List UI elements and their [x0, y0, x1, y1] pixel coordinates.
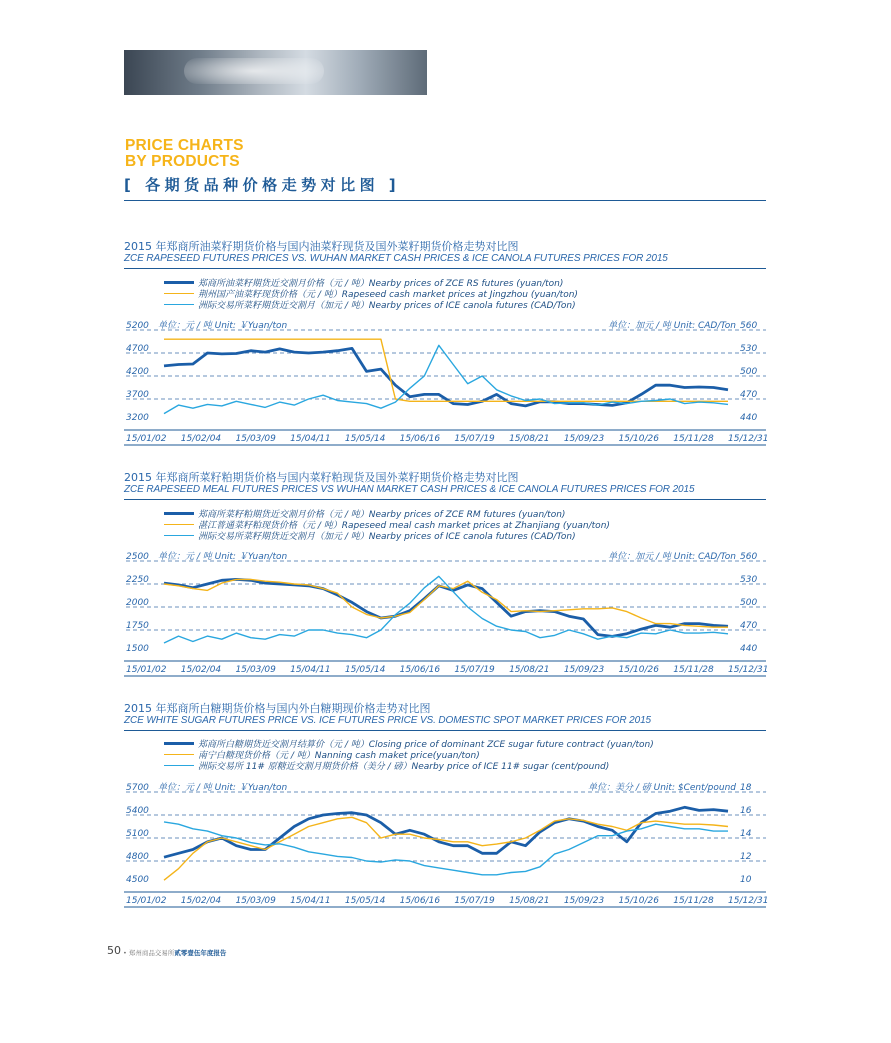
right-unit-label: 单位：美分 / 磅 Unit: $Cent/pound [588, 783, 736, 793]
x-tick-label: 15/05/14 [344, 896, 386, 906]
series-line-zce [164, 348, 728, 406]
series-line-ice [164, 576, 728, 643]
legend-swatch [164, 535, 194, 536]
x-tick-label: 15/11/28 [673, 896, 714, 906]
legend-label: 洲际交易所 11# 原糖近交割月期货价格（美分 / 磅）Nearby price of ICE 11# sugar (cent/pound) [198, 762, 610, 772]
legend-label: 郑商所油菜籽期货近交割月价格（元 / 吨）Nearby prices of ZCE RS futures (yuan/ton) [198, 279, 564, 289]
y-right-tick-label: 16 [740, 806, 752, 816]
legend-label: 湛江普通菜籽粕现货价格（元 / 吨）Rapeseed meal cash market prices at Zhanjiang (yuan/ton) [198, 521, 610, 531]
x-tick-label: 15/02/04 [180, 665, 222, 675]
y-right-tick-label: 530 [740, 575, 758, 585]
x-tick-label: 15/07/19 [454, 434, 495, 444]
x-tick-label: 15/05/14 [344, 665, 386, 675]
x-tick-label: 15/05/14 [344, 434, 386, 444]
chart3-title-cn: 2015 年郑商所白糖期货价格与国内外白糖期现价格走势对比图 [124, 702, 431, 715]
left-unit-label: 单位：元 / 吨 Unit: ￥Yuan/ton [158, 783, 288, 793]
chart2-legend [164, 508, 610, 541]
legend-swatch [164, 512, 194, 515]
legend-label: 郑商所菜籽粕期货近交割月价格（元 / 吨）Nearby prices of ZCE RM futures (yuan/ton) [198, 510, 566, 520]
left-unit-label: 单位：元 / 吨 Unit: ￥Yuan/ton [158, 321, 288, 331]
chart2-title-en: ZCE RAPESEED MEAL FUTURES PRICES VS WUHAN MARKET CASH PRICES & ICE CANOLA FUTURES PRICES FOR 2015 [124, 484, 695, 495]
y-right-tick-label: 470 [740, 390, 758, 400]
y-left-tick-label: 2000 [126, 598, 149, 608]
y-right-tick-label: 18 [740, 783, 752, 793]
legend-swatch [164, 742, 194, 745]
series-line-zce [164, 579, 728, 636]
legend-swatch [164, 281, 194, 284]
x-tick-label: 15/04/11 [290, 665, 331, 675]
y-left-tick-label: 5100 [126, 829, 149, 839]
y-right-tick-label: 440 [740, 644, 758, 654]
legend-swatch [164, 754, 194, 755]
chart1-legend [164, 277, 578, 310]
y-left-tick-label: 5400 [126, 806, 149, 816]
y-right-tick-label: 440 [740, 413, 758, 423]
legend-swatch [164, 293, 194, 294]
chart1-title-cn: 2015 年郑商所油菜籽期货价格与国内油菜籽现货及国外菜籽期货价格走势对比图 [124, 240, 519, 253]
header-photo [124, 50, 427, 95]
x-tick-label: 15/02/04 [180, 896, 222, 906]
x-tick-label: 15/07/19 [454, 665, 495, 675]
y-left-tick-label: 4700 [126, 344, 149, 354]
x-tick-label: 15/10/26 [618, 434, 659, 444]
x-tick-label: 15/07/19 [454, 896, 495, 906]
header-divider [124, 200, 766, 201]
chart1-title-en: ZCE RAPESEED FUTURES PRICES VS. WUHAN MARKET CASH PRICES & ICE CANOLA FUTURES PRICES FOR 2015 [124, 253, 668, 264]
y-right-tick-label: 500 [740, 598, 758, 608]
x-tick-label: 15/10/26 [618, 896, 659, 906]
legend-label: 荆州国产油菜籽现货价格（元 / 吨）Rapeseed cash market prices at Jingzhou (yuan/ton) [198, 290, 578, 300]
legend-label: 洲际交易所菜籽期货近交割月（加元 / 吨）Nearby prices of ICE canola futures (CAD/Ton) [198, 301, 576, 311]
x-tick-label: 15/04/11 [290, 434, 331, 444]
y-right-tick-label: 560 [740, 552, 758, 562]
y-left-tick-label: 5200 [126, 321, 149, 331]
y-left-tick-label: 1750 [126, 621, 149, 631]
x-tick-label: 15/11/28 [673, 434, 714, 444]
series-line-cash [164, 579, 728, 627]
left-unit-label: 单位：元 / 吨 Unit: ￥Yuan/ton [158, 552, 288, 562]
legend-item-ice [164, 530, 610, 541]
x-tick-label: 15/01/02 [126, 896, 167, 906]
y-left-tick-label: 3200 [126, 413, 149, 423]
legend-label: 郑商所白糖期货近交割月结算价（元 / 吨）Closing price of dominant ZCE sugar future contract (yuan/ton) [198, 740, 654, 750]
x-tick-label: 15/11/28 [673, 665, 714, 675]
legend-item-ice [164, 299, 578, 310]
white-sugar-price-chart [124, 783, 769, 916]
y-left-tick-label: 5700 [126, 783, 149, 793]
x-tick-label: 15/08/21 [509, 896, 550, 906]
y-right-tick-label: 470 [740, 621, 758, 631]
x-tick-label: 15/01/02 [126, 665, 167, 675]
legend-label: 洲际交易所菜籽期货近交割月（加元 / 吨）Nearby prices of ICE canola futures (CAD/Ton) [198, 532, 576, 542]
x-tick-label: 15/08/21 [509, 665, 550, 675]
right-unit-label: 单位：加元 / 吨 Unit: CAD/Ton [608, 552, 736, 562]
y-right-tick-label: 500 [740, 367, 758, 377]
x-tick-label: 15/03/09 [235, 434, 276, 444]
x-tick-label: 15/12/31 [728, 896, 769, 906]
chart3-legend [164, 738, 654, 771]
x-tick-label: 15/03/09 [235, 665, 276, 675]
title-en-line1: PRICE CHARTS [125, 137, 244, 154]
photo-highlight [184, 58, 324, 84]
x-tick-label: 15/08/21 [509, 434, 550, 444]
y-left-tick-label: 4200 [126, 367, 149, 377]
chart3-title-en: ZCE WHITE SUGAR FUTURES PRICE VS. ICE FUTURES PRICE VS. DOMESTIC SPOT MARKET PRICES FOR 2015 [124, 715, 651, 726]
series-line-ice [164, 345, 728, 413]
page-note-report: 贰零壹伍年度报告 [174, 949, 227, 957]
y-left-tick-label: 4500 [126, 875, 149, 885]
title-en-line2: BY PRODUCTS [125, 153, 240, 170]
y-right-tick-label: 530 [740, 344, 758, 354]
chart2-title-rule [124, 499, 766, 500]
page-number: 50 [107, 944, 121, 957]
x-tick-label: 15/02/04 [180, 434, 222, 444]
chart3-title-rule [124, 730, 766, 731]
right-unit-label: 单位：加元 / 吨 Unit: CAD/Ton [608, 321, 736, 331]
chart2-title-cn: 2015 年郑商所菜籽粕期货价格与国内菜籽粕现货及国外菜籽期货价格走势对比图 [124, 471, 519, 484]
page-note: • 郑州商品交易所贰零壹伍年度报告 [123, 949, 227, 957]
x-tick-label: 15/01/02 [126, 434, 167, 444]
y-left-tick-label: 1500 [126, 644, 149, 654]
y-left-tick-label: 2500 [126, 552, 149, 562]
y-right-tick-label: 12 [740, 852, 752, 862]
x-tick-label: 15/09/23 [563, 434, 605, 444]
x-tick-label: 15/10/26 [618, 665, 659, 675]
y-right-tick-label: 560 [740, 321, 758, 331]
rapeseed-price-chart [124, 321, 769, 454]
rapeseed-meal-price-chart [124, 552, 769, 685]
x-tick-label: 15/12/31 [728, 434, 769, 444]
legend-label: 南宁白糖现货价格（元 / 吨）Nanning cash maket price(yuan/ton) [198, 751, 480, 761]
y-left-tick-label: 4800 [126, 852, 149, 862]
x-tick-label: 15/04/11 [290, 896, 331, 906]
y-right-tick-label: 10 [740, 875, 752, 885]
x-tick-label: 15/06/16 [399, 896, 441, 906]
chart1-title-rule [124, 268, 766, 269]
y-right-tick-label: 14 [740, 829, 752, 839]
legend-swatch [164, 765, 194, 766]
legend-swatch [164, 524, 194, 525]
y-left-tick-label: 2250 [126, 575, 149, 585]
legend-swatch [164, 304, 194, 305]
page-note-org: 郑州商品交易所 [128, 949, 175, 957]
x-tick-label: 15/06/16 [399, 434, 441, 444]
x-tick-label: 15/06/16 [399, 665, 441, 675]
x-tick-label: 15/09/23 [563, 896, 605, 906]
legend-item-ice [164, 760, 654, 771]
x-tick-label: 15/03/09 [235, 896, 276, 906]
x-tick-label: 15/12/31 [728, 665, 769, 675]
title-cn: [ 各期货品种价格走势对比图 ] [124, 176, 401, 194]
x-tick-label: 15/09/23 [563, 665, 605, 675]
y-left-tick-label: 3700 [126, 390, 149, 400]
